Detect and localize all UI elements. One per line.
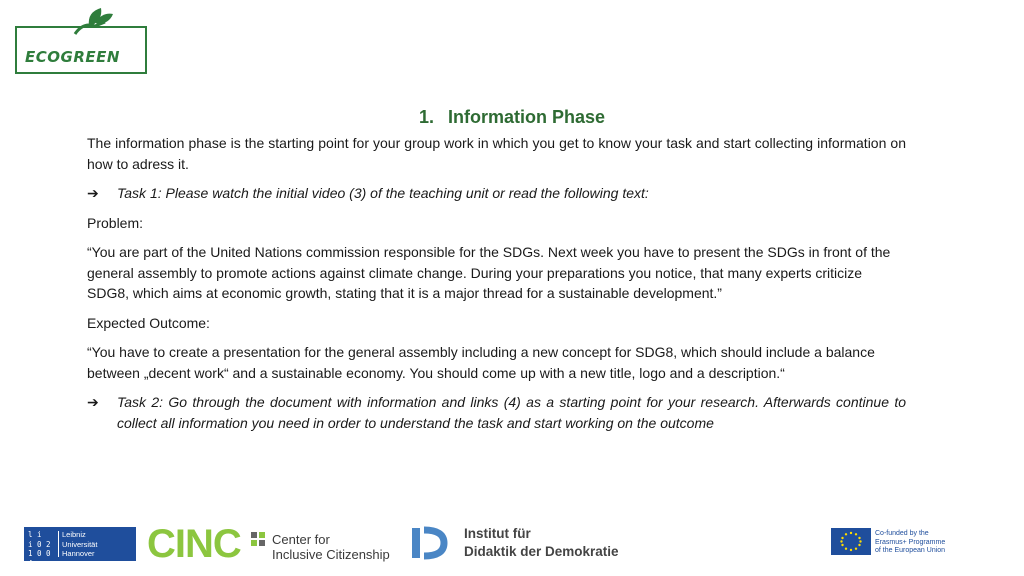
problem-label: Problem: — [87, 214, 144, 231]
arrow-right-icon: ➔ — [87, 394, 99, 410]
task-2-text: Task 2: Go through the document with information and links (4) as a starting point for your research. Afterwards continue to collect all information you need in order to understand the task and start working on the outcome — [117, 394, 906, 431]
ecogreen-logo — [15, 26, 147, 74]
task-2 — [87, 392, 906, 433]
intro-paragraph: The information phase is the starting point for your group work in which you get to know your task and start collecting information on how to adress it. — [87, 135, 906, 172]
cinc-mark: CINC — [147, 522, 241, 566]
task-1 — [87, 183, 906, 204]
outcome-label: Expected Outcome: — [87, 314, 210, 331]
luh-name-line: Hannover — [62, 549, 95, 558]
section-title — [0, 107, 1024, 128]
logo-text: ECOGREEN — [25, 48, 120, 66]
luh-divider — [58, 531, 59, 557]
eu-funding-text — [875, 530, 945, 556]
section-title-text: Information Phase — [447, 107, 606, 127]
eu-text-line: Erasmus+ Programme — [875, 538, 946, 546]
idd-name — [464, 525, 619, 561]
section-number: 1. — [418, 107, 434, 127]
idd-name-line: Institut für — [464, 526, 531, 541]
arrow-right-icon: ➔ — [87, 185, 99, 201]
main-content — [87, 133, 906, 442]
luh-mark-line: i 0 2 — [28, 539, 51, 549]
luh-logo — [24, 527, 136, 568]
ecogreen-leaf-hand-icon — [69, 6, 117, 40]
outcome-text: “You have to create a presentation for the general assembly including a new concept for SDG8, which should include a balance between „decent work“ and a sustainable economy. You should come up with a new title, logo and a description.“ — [87, 344, 875, 381]
eu-text-line: Co-funded by the — [875, 530, 929, 537]
cinc-name-line: Center for — [272, 532, 330, 547]
problem-text: “You are part of the United Nations commission responsible for the SDGs. Next week you have to present the SDGs in front of the general assembly to promote actions against climate change. During your preparations you notice, that many experts criticize SDG8, which aims at economic growth, stating that it is a major thread for a sustainable development.” — [87, 244, 891, 301]
cinc-name — [272, 532, 390, 562]
luh-mark — [28, 530, 56, 568]
idd-mark-icon — [410, 526, 448, 560]
task-1-text: Task 1: Please watch the initial video (3) of the teaching unit or read the following text: — [117, 185, 649, 201]
eu-text-line: of the European Union — [875, 547, 946, 554]
cinc-dots-icon — [251, 532, 269, 550]
luh-name-line: Leibniz — [62, 530, 86, 539]
luh-name-line: Universität — [62, 539, 98, 549]
cinc-name-line: Inclusive Citizenship — [272, 547, 390, 562]
luh-name — [62, 530, 97, 559]
footer-logos — [0, 520, 1024, 570]
luh-mark-line: 1 0 0 4 — [28, 549, 51, 568]
luh-mark-line: l i — [28, 530, 42, 539]
idd-name-line: Didaktik der Demokratie — [464, 544, 619, 559]
eu-flag-icon — [831, 528, 871, 555]
